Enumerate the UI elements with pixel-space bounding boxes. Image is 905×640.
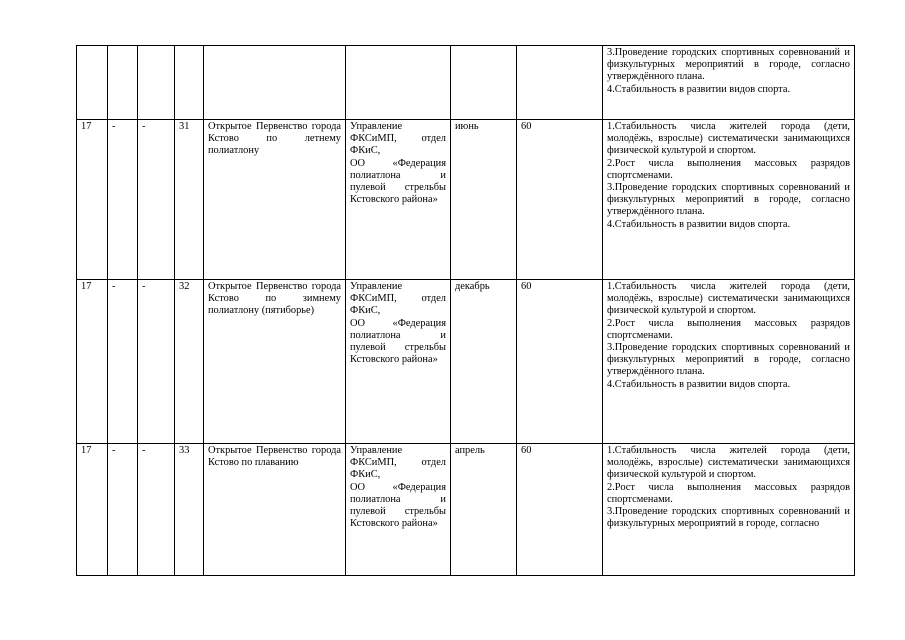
cell-participants: 60 (517, 120, 603, 280)
cell-empty (451, 46, 517, 120)
cell-expected-results: 1.Стабильность числа жителей города (дети, молодёжь, взрослые) систематически занимающихся физической культурой и спортом. 2.Рост числа выполнения массовых разрядов спортсменами. 3.Проведение городских спортивных соревнований и физкультурных мероприятий в городе, согласно утверждённого плана. 4.Стабильность в развитии видов спорта. (603, 120, 855, 280)
cell-expected-results: 1.Стабильность числа жителей города (дети, молодёжь, взрослые) систематически занимающихся физической культурой и спортом. 2.Рост числа выполнения массовых разрядов спортсменами. 3.Проведение городских спортивных соревнований и физкультурных мероприятий в городе, согласно утверждённого плана. 4.Стабильность в развитии видов спорта. (603, 280, 855, 444)
cell-month: декабрь (451, 280, 517, 444)
cell-empty (138, 46, 175, 120)
cell-number: 17 (77, 280, 108, 444)
organizer-text: Управление ФКСиМП, отдел ФКиС, ОО «Федерация полиатлона и пулевой стрельбы Кстовского района» (350, 445, 446, 530)
cell-event-name: Открытое Первенство города Кстово по летнему полиатлону (204, 120, 346, 280)
cell-number: 17 (77, 444, 108, 576)
cell-empty (346, 46, 451, 120)
cell-event-name: Открытое Первенство города Кстово по зимнему полиатлону (пятиборье) (204, 280, 346, 444)
cell-empty (204, 46, 346, 120)
cell-dash: - (108, 444, 138, 576)
sports-events-table (76, 45, 855, 576)
table-row (77, 280, 855, 444)
cell-dash: - (138, 280, 175, 444)
cell-dash: - (108, 280, 138, 444)
cell-dash: - (138, 120, 175, 280)
cell-empty (517, 46, 603, 120)
table-row (77, 444, 855, 576)
cell-index: 31 (175, 120, 204, 280)
cell-number: 17 (77, 120, 108, 280)
cell-organizer: Управление ФКСиМП, отдел ФКиС, ОО «Федерация полиатлона и пулевой стрельбы Кстовского района» (346, 280, 451, 444)
cell-month: июнь (451, 120, 517, 280)
cell-participants: 60 (517, 444, 603, 576)
cell-empty (108, 46, 138, 120)
expected-results-text: 1.Стабильность числа жителей города (дети, молодёжь, взрослые) систематически занимающихся физической культурой и спортом. 2.Рост числа выполнения массовых разрядов спортсменами. 3.Проведение городских спортивных соревнований и физкультурных мероприятий в городе, согласно (607, 445, 850, 530)
cell-organizer (346, 444, 451, 576)
cell-participants: 60 (517, 280, 603, 444)
cell-expected-results (603, 444, 855, 576)
cell-index: 32 (175, 280, 204, 444)
cell-dash: - (108, 120, 138, 280)
cell-event-name: Открытое Первенство города Кстово по плаванию (204, 444, 346, 576)
cell-expected-results: 3.Проведение городских спортивных соревнований и физкультурных мероприятий в городе, согласно утверждённого плана. 4.Стабильность в развитии видов спорта. (603, 46, 855, 120)
cell-dash: - (138, 444, 175, 576)
cell-index: 33 (175, 444, 204, 576)
cell-month: апрель (451, 444, 517, 576)
cell-empty (175, 46, 204, 120)
cell-organizer: Управление ФКСиМП, отдел ФКиС, ОО «Федерация полиатлона и пулевой стрельбы Кстовского района» (346, 120, 451, 280)
cell-empty (77, 46, 108, 120)
table-row (77, 120, 855, 280)
table-row-continuation (77, 46, 855, 120)
